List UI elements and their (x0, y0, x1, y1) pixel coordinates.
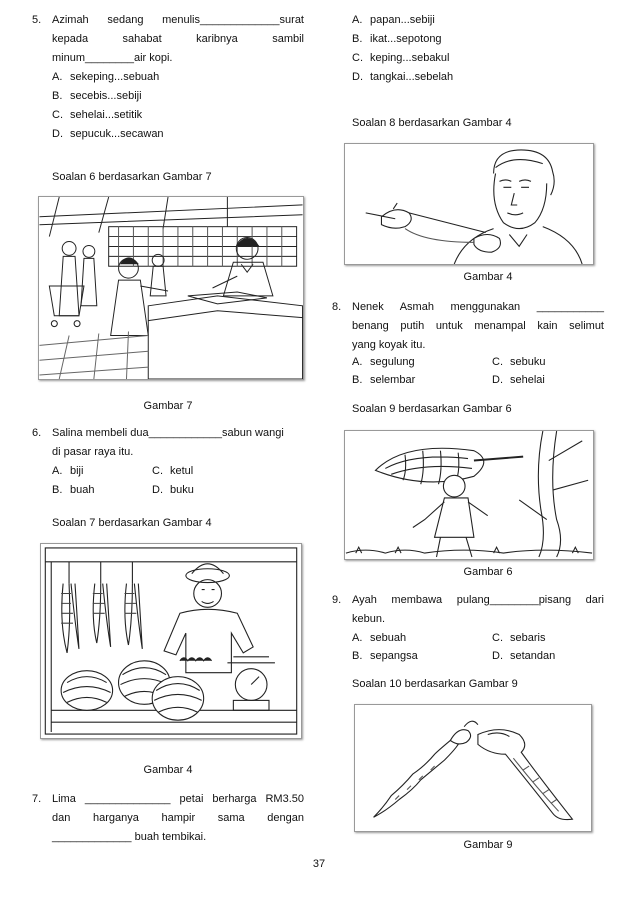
option-a: A. segulung (352, 356, 415, 368)
option-a: A. sekeping...sebuah (52, 71, 160, 83)
figure-4-grandmother-sewing (344, 143, 594, 265)
figure-7-caption: Gambar 7 (143, 400, 193, 412)
option-d: D. sehelai (492, 374, 545, 386)
section-intro-q9: Soalan 9 berdasarkan Gambar 6 (352, 403, 512, 415)
fruit-stall-illustration (41, 544, 301, 738)
page-number: 37 (312, 858, 326, 870)
question-8 (332, 298, 604, 393)
option-b: B. buah (52, 484, 95, 496)
figure-4-caption: Gambar 4 (143, 764, 193, 776)
option-b: B. selembar (352, 374, 416, 386)
question-5 (32, 11, 304, 151)
figure-9-caption: Gambar 9 (463, 839, 513, 851)
option-a: A. biji (52, 465, 84, 477)
option-c: C. sehelai...setitik (52, 109, 143, 121)
question-text: Salina membeli dua____________sabun wangi di pasar raya itu. (52, 427, 284, 458)
option-c: C. keping...sebakul (352, 52, 450, 64)
option-a: A. papan...sebiji (352, 14, 435, 26)
question-number: 9. (332, 594, 342, 606)
section-intro-q8: Soalan 8 berdasarkan Gambar 4 (352, 117, 512, 129)
option-b: B. ikat...sepotong (352, 33, 442, 45)
question-9 (332, 591, 604, 671)
figure-6-caption: Gambar 6 (463, 566, 513, 578)
question-number: 8. (332, 301, 342, 313)
section-intro-q10: Soalan 10 berdasarkan Gambar 9 (352, 678, 518, 690)
question-number: 5. (32, 14, 42, 26)
figure-7-supermarket (38, 196, 304, 380)
option-d: D. sepucuk...secawan (52, 128, 164, 140)
option-b: B. secebis...sebiji (52, 90, 142, 102)
supermarket-illustration (39, 197, 303, 379)
figure-4-caption-right: Gambar 4 (463, 271, 513, 283)
section-intro-q6: Soalan 6 berdasarkan Gambar 7 (52, 171, 212, 183)
figure-4-fruit-stall (40, 543, 302, 739)
question-6 (32, 424, 304, 504)
option-a: A. sebuah (352, 632, 407, 644)
question-number: 7. (32, 793, 42, 805)
keris-illustration (355, 705, 591, 831)
question-text: Lima ______________ petai berharga RM3.50 dan harganya hampir sama dengan _____________ buah tembikai. (52, 793, 304, 843)
question-text: Nenek Asmah menggunakan ___________ benang putih untuk menampal kain selimut yang koyak itu. (352, 301, 604, 351)
option-d: D. setandan (492, 650, 556, 662)
option-c: C. sebaris (492, 632, 546, 644)
sewing-illustration (345, 144, 593, 264)
question-text: Azimah sedang menulis_____________surat kepada sahabat karibnya sambil minum________air kopi. (52, 14, 304, 64)
figure-9-keris (354, 704, 592, 832)
figure-6-banana-bunch (344, 430, 594, 560)
question-number: 6. (32, 427, 42, 439)
question-text: Ayah membawa pulang________pisang dari kebun. (352, 594, 604, 625)
question-7-options (352, 11, 604, 87)
option-c: C. sebuku (492, 356, 546, 368)
section-intro-q7: Soalan 7 berdasarkan Gambar 4 (52, 517, 212, 529)
option-c: C. ketul (152, 465, 194, 477)
option-b: B. sepangsa (352, 650, 418, 662)
option-d: D. tangkai...sebelah (352, 71, 454, 83)
banana-illustration (345, 431, 593, 559)
question-7 (32, 790, 304, 850)
option-d: D. buku (152, 484, 194, 496)
